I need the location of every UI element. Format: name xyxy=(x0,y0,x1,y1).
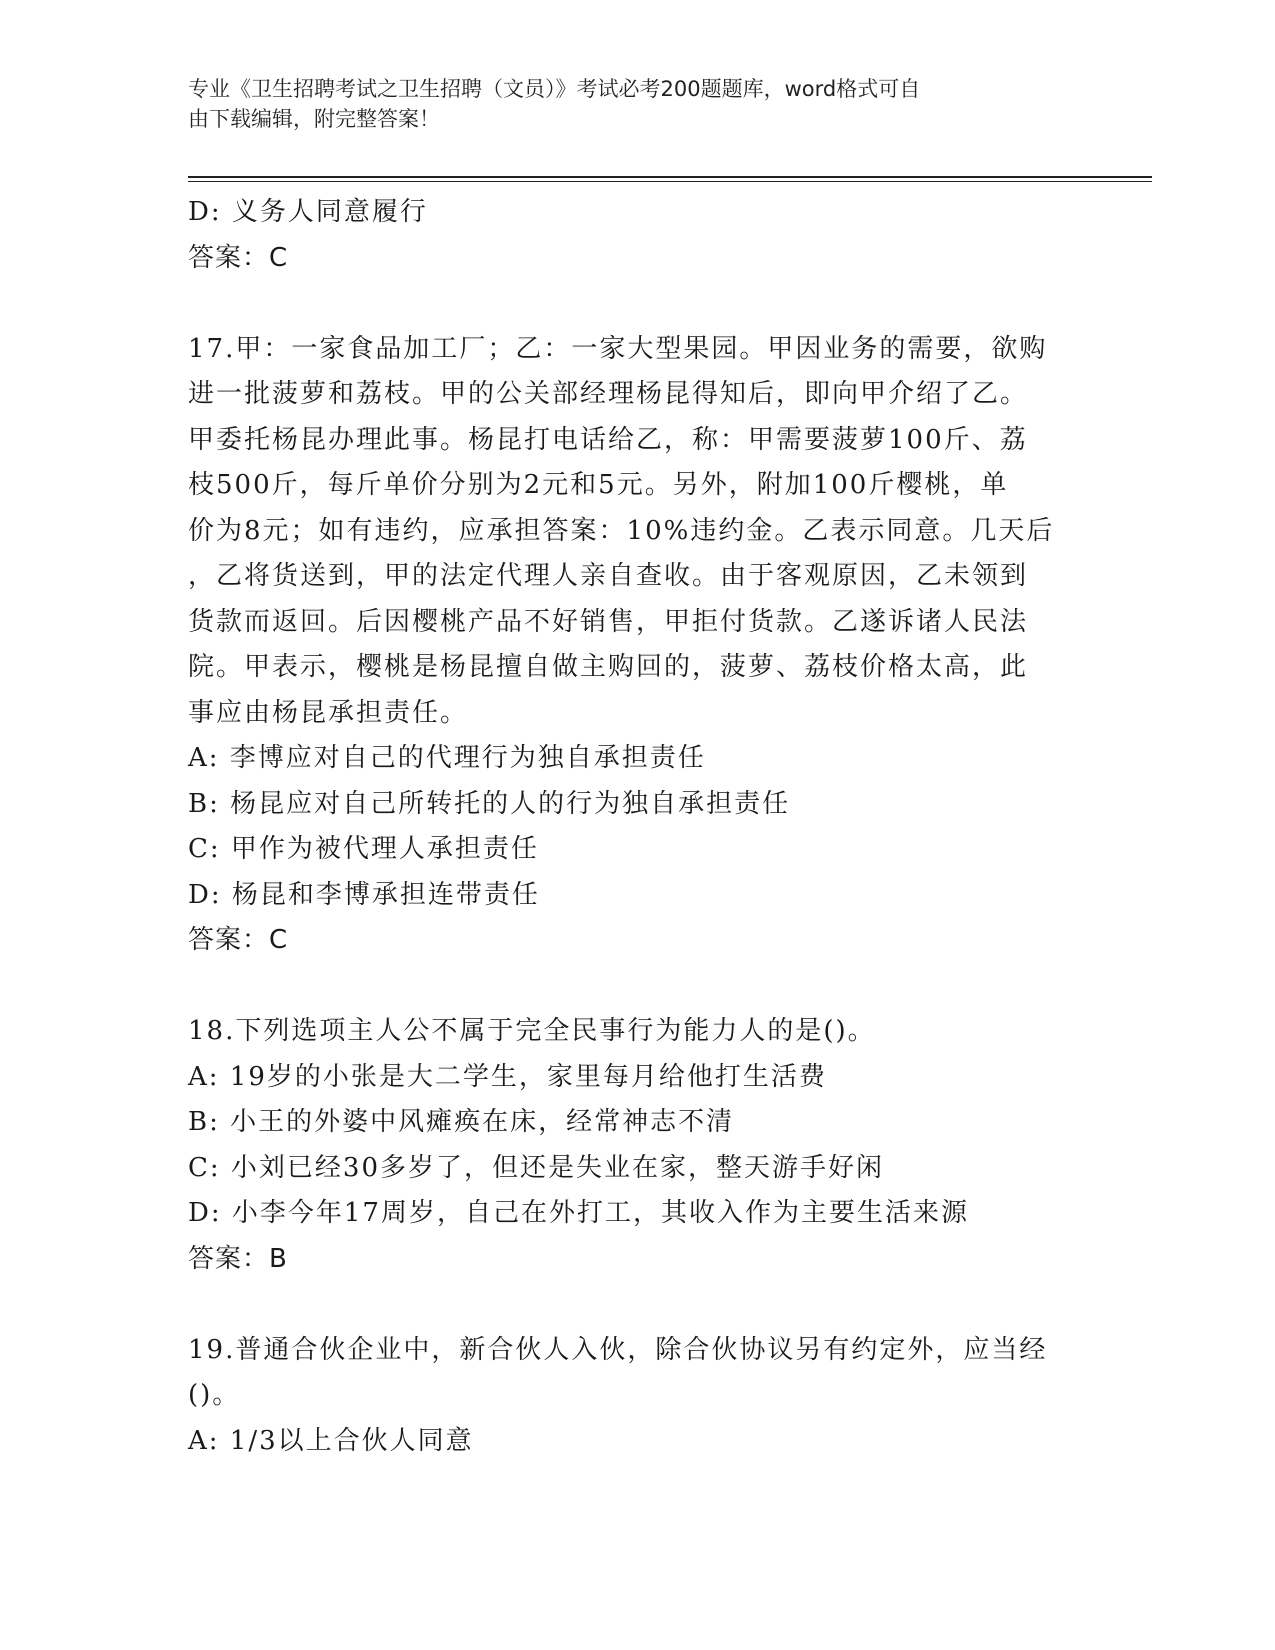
q19-stem-line-2: ()。 xyxy=(188,1380,241,1410)
q18-option-c: C: 小刘已经30多岁了，但还是失业在家，整天游手好闲 xyxy=(188,1152,885,1183)
q18-stem: 18.下列选项主人公不属于完全民事行为能力人的是()。 xyxy=(188,1016,876,1046)
q17-option-b: B: 杨昆应对自己所转托的人的行为独自承担责任 xyxy=(188,788,791,819)
q17-stem-line: 价为8元；如有违约，应承担答案：10%违约金。乙表示同意。几天后 xyxy=(188,515,1055,546)
question-gap xyxy=(188,964,1068,1010)
q16-answer: 答案：C xyxy=(188,242,289,273)
q17-stem-line: 事应由杨昆承担责任。 xyxy=(188,697,469,728)
q18-answer: 答案：B xyxy=(188,1243,288,1274)
q17-answer: 答案：C xyxy=(188,925,289,955)
question-content xyxy=(188,190,1068,1464)
q17-option-c: C: 甲作为被代理人承担责任 xyxy=(188,834,539,864)
question-gap xyxy=(188,281,1068,327)
header-rule-thin xyxy=(188,181,1152,182)
q17-stem-line: 院。甲表示，樱桃是杨昆擅自做主购回的，菠萝、荔枝价格太高，此 xyxy=(188,652,1029,682)
q17-option-d: D: 杨昆和李博承担连带责任 xyxy=(188,879,540,910)
q17-option-a: A: 李博应对自己的代理行为独自承担责任 xyxy=(188,743,706,773)
q18-option-a: A: 19岁的小张是大二学生，家里每月给他打生活费 xyxy=(188,1061,827,1092)
q19-option-a: A: 1/3以上合伙人同意 xyxy=(188,1425,474,1456)
q17-stem-line: ，乙将货送到，甲的法定代理人亲自查收。由于客观原因，乙未领到 xyxy=(188,561,1029,591)
document-header xyxy=(188,74,1068,134)
q18-option-d: D: 小李今年17周岁，自己在外打工，其收入作为主要生活来源 xyxy=(188,1198,969,1228)
q16-option-d: D: 义务人同意履行 xyxy=(188,197,428,227)
question-gap xyxy=(188,1282,1068,1328)
header-rule-thick xyxy=(188,176,1152,178)
q17-stem-line: 甲委托杨昆办理此事。杨昆打电话给乙，称：甲需要菠萝100斤、荔 xyxy=(188,424,1028,455)
header-line-2: 由下载编辑，附完整答案！ xyxy=(188,107,440,131)
q17-stem-line: 17.甲：一家食品加工厂；乙：一家大型果园。甲因业务的需要，欲购 xyxy=(188,333,1048,364)
header-line-1: 专业《卫生招聘考试之卫生招聘（文员）》考试必考200题题库，word格式可自 xyxy=(188,77,921,101)
q19-stem-line-1: 19.普通合伙企业中，新合伙人入伙，除合伙协议另有约定外，应当经 xyxy=(188,1334,1048,1365)
q17-stem-line: 枝500斤，每斤单价分别为2元和5元。另外，附加100斤樱桃，单 xyxy=(188,470,1009,500)
q17-stem-line: 进一批菠萝和荔枝。甲的公关部经理杨昆得知后，即向甲介绍了乙。 xyxy=(188,379,1029,409)
q17-stem-line: 货款而返回。后因樱桃产品不好销售，甲拒付货款。乙遂诉诸人民法 xyxy=(188,606,1029,637)
q18-option-b: B: 小王的外婆中风瘫痪在床，经常神志不清 xyxy=(188,1107,735,1137)
